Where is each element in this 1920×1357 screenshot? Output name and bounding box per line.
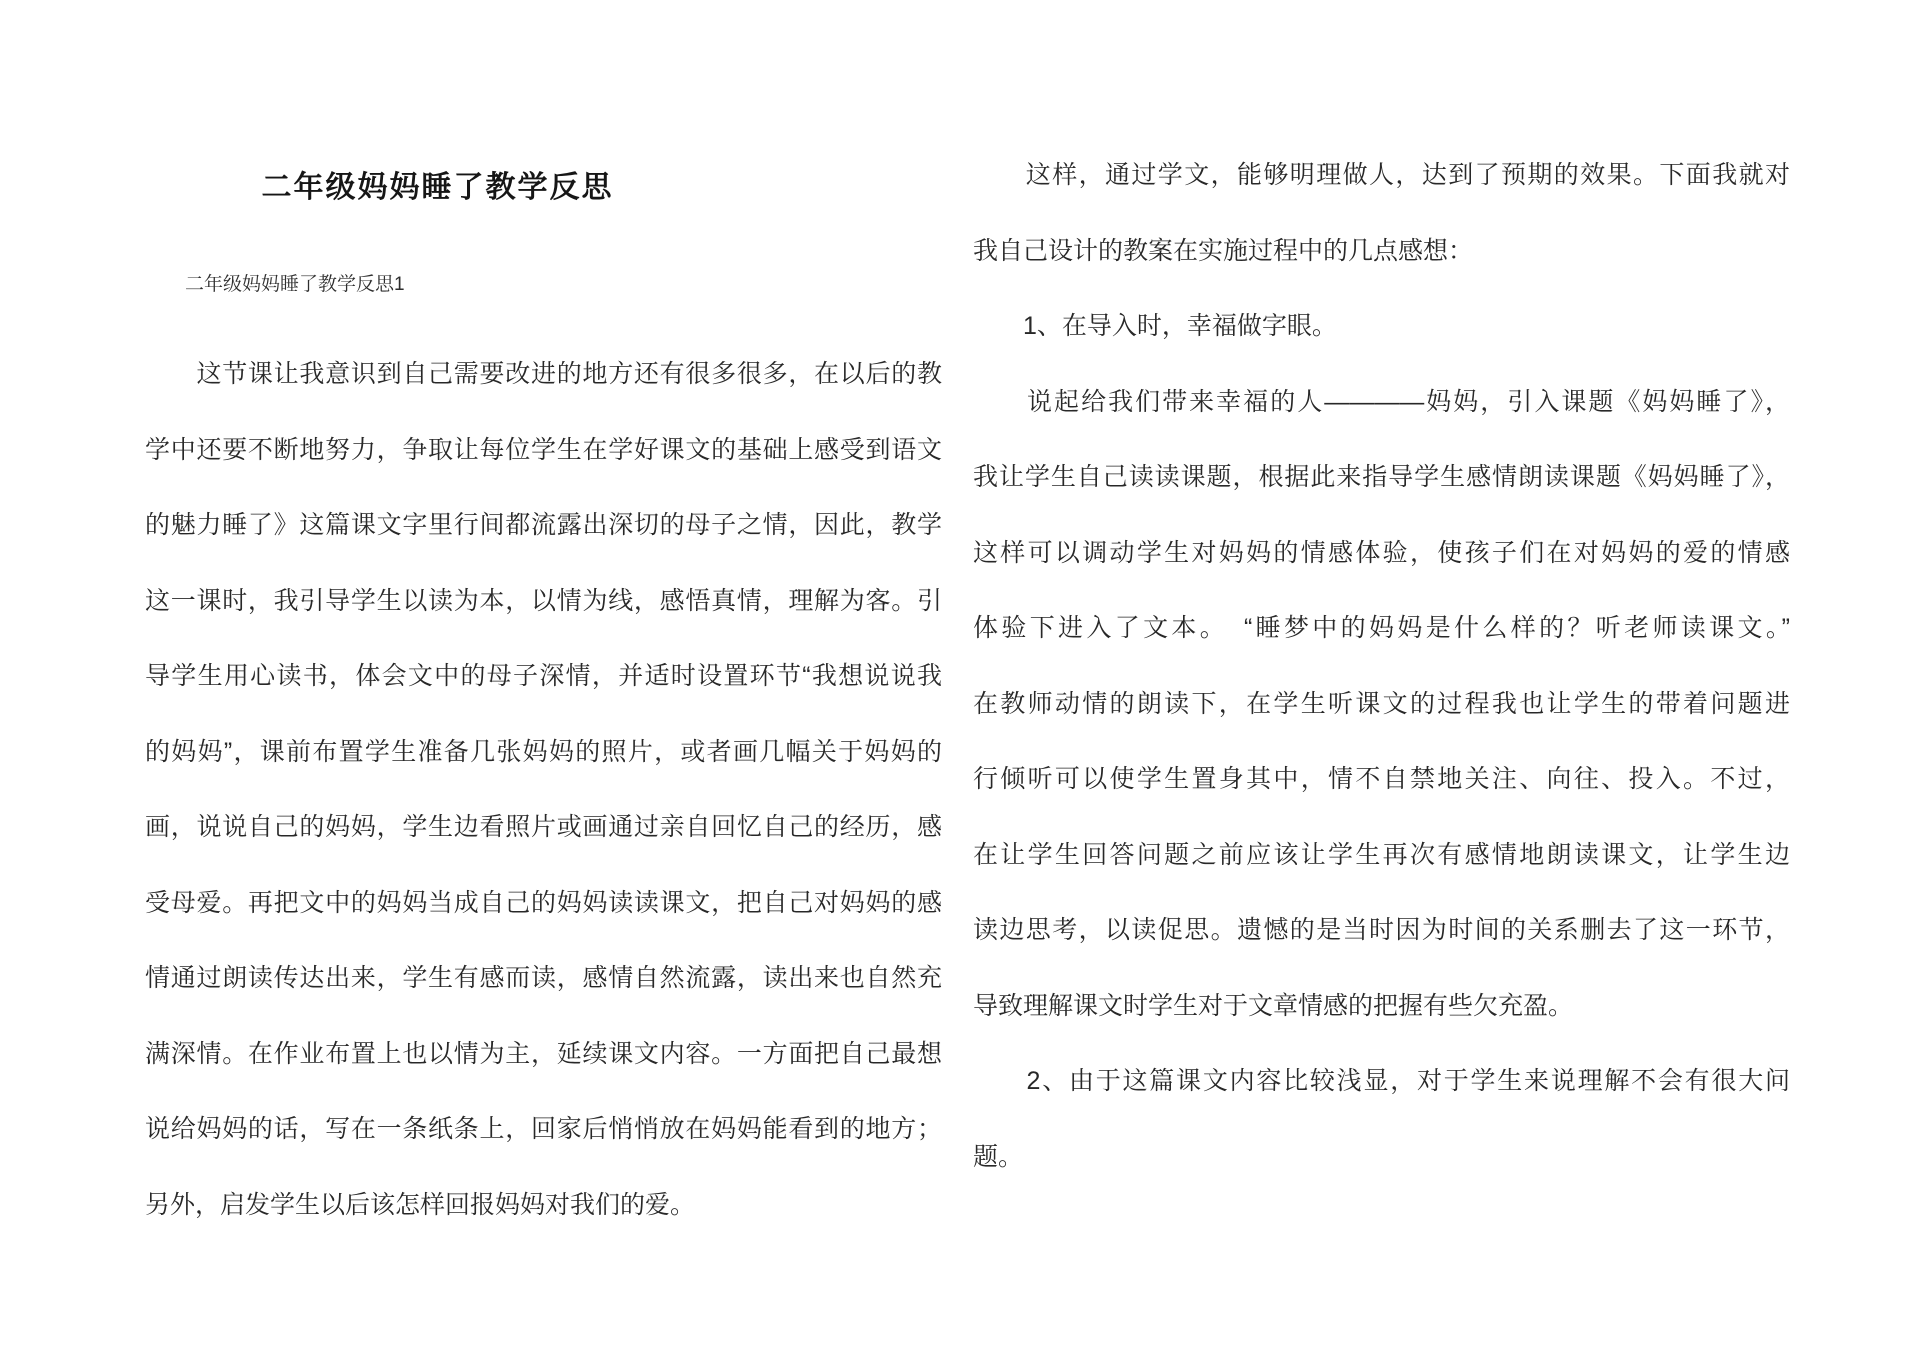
left-column-text <box>145 337 942 1243</box>
text-line: 在教师动情的朗读下，在学生听课文的过程我也让学生的带着问题进 <box>973 689 1790 718</box>
text-line: 这样，通过学文，能够明理做人，达到了预期的效果。下面我就对 <box>973 161 1790 189</box>
right-column <box>973 0 1790 1357</box>
text-line: 这节课让我意识到自己需要改进的地方还有很多很多，在以后的教 <box>145 360 942 388</box>
text-line: 这一课时，我引导学生以读为本，以情为线，感悟真情，理解为客。引 <box>145 586 942 615</box>
text-line: 的妈妈”，课前布置学生准备几张妈妈的照片，或者画几幅关于妈妈的 <box>145 737 942 766</box>
text-line: 说给妈妈的话，写在一条纸条上，回家后悄悄放在妈妈能看到的地方； <box>145 1115 942 1143</box>
text-line: 行倾听可以使学生置身其中，情不自禁地关注、向往、投入。不过， <box>973 765 1790 793</box>
text-line: 这样可以调动学生对妈妈的情感体验，使孩子们在对妈妈的爱的情感 <box>973 538 1790 567</box>
text-line: 读边思考，以读促思。遗憾的是当时因为时间的关系删去了这一环节， <box>973 916 1790 944</box>
text-line: 的魅力睡了》这篇课文字里行间都流露出深切的母子之情，因此，教学 <box>145 511 942 539</box>
right-column-text <box>973 138 1790 1195</box>
text-line: 画，说说自己的妈妈，学生边看照片或画通过亲自回忆自己的经历，感 <box>145 813 942 841</box>
text-line: 说起给我们带来幸福的人————妈妈，引入课题《妈妈睡了》， <box>973 387 1790 416</box>
text-line: 学中还要不断地努力，争取让每位学生在学好课文的基础上感受到语文 <box>145 435 942 464</box>
left-column <box>145 0 942 1357</box>
text-line: 体验下进入了文本。 “睡梦中的妈妈是什么样的？听老师读课文。” <box>973 614 1790 642</box>
text-line: 情通过朗读传达出来，学生有感而读，感情自然流露，读出来也自然充 <box>145 964 942 992</box>
document-title: 二年级妈妈睡了教学反思 <box>261 171 614 204</box>
text-line: 导致理解课文时学生对于文章情感的把握有些欠充盈。 <box>973 991 1574 1020</box>
text-line: 我让学生自己读读课题，根据此来指导学生感情朗读课题《妈妈睡了》， <box>973 463 1790 491</box>
text-line: 2、由于这篇课文内容比较浅显，对于学生来说理解不会有很大问 <box>973 1067 1790 1095</box>
text-line: 题。 <box>973 1142 1024 1171</box>
text-line: 受母爱。再把文中的妈妈当成自己的妈妈读读课文，把自己对妈妈的感 <box>145 888 942 917</box>
text-line: 在让学生回答问题之前应该让学生再次有感情地朗读课文，让学生边 <box>973 840 1790 869</box>
text-line: 另外，启发学生以后该怎样回报妈妈对我们的爱。 <box>145 1190 696 1219</box>
text-line: 导学生用心读书，体会文中的母子深情，并适时设置环节“我想说说我 <box>145 662 942 690</box>
section-heading: 二年级妈妈睡了教学反思1 <box>185 274 405 295</box>
text-line: 我自己设计的教案在实施过程中的几点感想： <box>973 236 1474 265</box>
text-line: 1、在导入时，幸福做字眼。 <box>973 312 1337 340</box>
text-line: 满深情。在作业布置上也以情为主，延续课文内容。一方面把自己最想 <box>145 1039 942 1068</box>
